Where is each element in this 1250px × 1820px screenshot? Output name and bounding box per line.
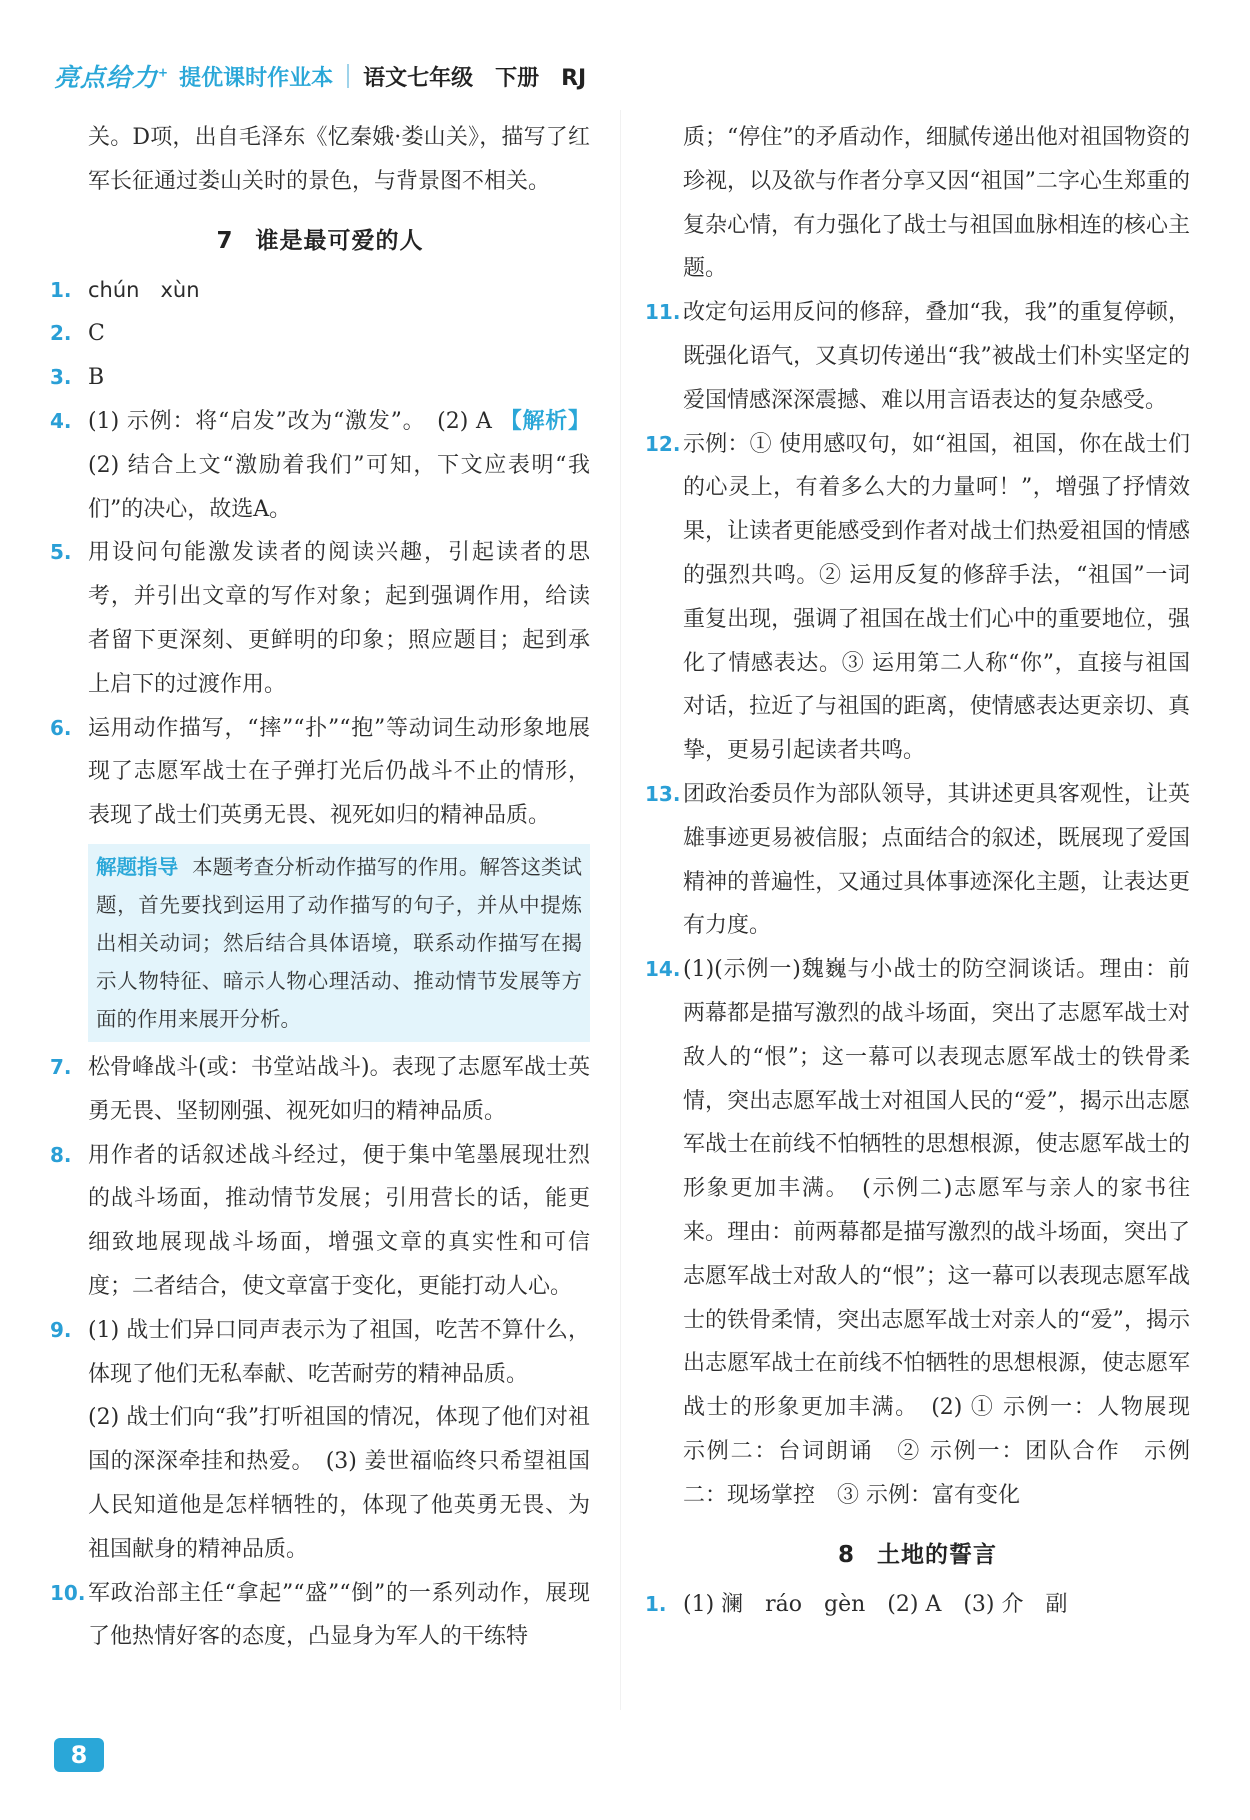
answer-item: 3. B xyxy=(50,365,105,391)
column-divider xyxy=(620,110,621,1710)
answer-item: 6. 运用动作描写，“摔”“扑”“抱”等动词生动形象地展现了志愿军战士在子弹打光后仍战斗不止的情形，表现了战士们英勇无畏、视死如归的精神品质。 xyxy=(50,715,590,829)
answer-item-continued: (2) 战士们向“我”打听祖国的情况，体现了他们对祖国的深深牵挂和热爱。 (3) 姜世福临终只希望祖国人民知道他是怎样牺牲的，体现了他英勇无畏、为祖国献身的精神品质。 xyxy=(88,1405,590,1562)
answer-item: 2. C xyxy=(50,321,105,347)
continued-answer: 质；“停住”的矛盾动作，细腻传递出他对祖国物资的珍视，以及欲与作者分享又因“祖国”二字心生郑重的复杂心情，有力强化了战士与祖国血脉相连的核心主题。 xyxy=(683,125,1190,282)
series-title: 提优课时作业本 xyxy=(179,65,334,91)
answer-item: 4. (1) 示例：将“启发”改为“激发”。 (2) A 【解析】(2) 结合上文“激励着我们”可知，下文应表明“我们”的决心，故选A。 xyxy=(50,408,590,522)
answer-item: 12. 示例：① 使用感叹句，如“祖国，祖国，你在战士们的心灵上，有着多么大的力量呵！”，增强了抒情效果，让读者更能感受到作者对战士们热爱祖国的情感的强烈共鸣。② 运用反复的修辞手法，“祖国”一词重复出现，强调了祖国在战士们心中的重要地位，强化了情感表达。③ 运用第二人称“你”，直接与祖国对话，拉近了与祖国的距离，使情感表达更亲切、真挚，更易引起读者共鸣。 xyxy=(645,431,1190,764)
analysis-box: 解题指导 本题考查分析动作描写的作用。解答这类试题，首先要找到运用了动作描写的句子，并从中提炼出相关动词；然后结合具体语境，联系动作描写在揭示人物特征、暗示人物心理活动、推动情节发展等方面的作用来展开分析。 xyxy=(88,844,590,1042)
answer-item: 9. (1) 战士们异口同声表示为了祖国，吃苦不算什么，体现了他们无私奉献、吃苦耐劳的精神品质。 xyxy=(50,1317,590,1387)
section-title: 8 土地的誓言 xyxy=(837,1541,997,1568)
analysis-label: 【解析】 xyxy=(499,408,590,434)
page-number: 8 xyxy=(54,1738,104,1772)
answer-item: 13. 团政治委员作为部队领导，其讲述更具客观性，让英雄事迹更易被信服；点面结合的叙述，既展现了爱国精神的普遍性，又通过具体事迹深化主题，让表达更有力度。 xyxy=(645,781,1190,939)
section-title: 7 谁是最可爱的人 xyxy=(216,227,424,254)
answer-item: 10. 军政治部主任“拿起”“盛”“倒”的一系列动作，展现了他热情好客的态度，凸显身为军人的干练特 xyxy=(50,1580,590,1650)
answer-item: 8. 用作者的话叙述战斗经过，便于集中笔墨展现壮烈的战斗场面，推动情节发展；引用营长的话，能更细致地展现战斗场面，增强文章的真实性和可信度；二者结合，使文章富于变化，更能打动人心。 xyxy=(50,1142,590,1299)
answer-item: 14. (1)(示例一)魏巍与小战士的防空洞谈话。理由：前两幕都是描写激烈的战斗场面，突出了志愿军战士对敌人的“恨”；这一幕可以表现志愿军战士的铁骨柔情，突出志愿军战士对祖国人民的“爱”，揭示出志愿军战士在前线不怕牺牲的思想根源，使志愿军战士的形象更加丰满。 (示例二)志愿军与亲人的家书往来。理由：前两幕都是描写激烈的战斗场面，突出了志愿军战士对敌人的“恨”；这一幕可以表现志愿军战士的铁骨柔情，突出志愿军战士对亲人的“爱”，揭示出志愿军战士在前线不怕牺牲的思想根源，使志愿军战士的形象更加丰满。 (2) ① 示例一：人物展现 示例二：台词朗诵 ② 示例一：团队合作 示例二：现场掌控 ③ 示例：富有变化 xyxy=(645,957,1213,1508)
header-divider xyxy=(347,64,349,88)
answer-item: 1. (1) 澜 ráo gèn (2) A (3) 介 副 xyxy=(645,1591,1068,1617)
answer-item: 7. 松骨峰战斗(或：书堂站战斗)。表现了志愿军战士英勇无畏、坚韧刚强、视死如归的精神品质。 xyxy=(50,1054,590,1124)
right-column xyxy=(645,116,1213,1626)
analysis-tag: 解题指导 xyxy=(96,854,179,879)
left-column xyxy=(50,116,590,1659)
continued-answer: 关。D项，出自毛泽东《忆秦娥·娄山关》，描写了红军长征通过娄山关时的景色，与背景图不相关。 xyxy=(88,125,590,194)
answer-item: 5. 用设问句能激发读者的阅读兴趣，引起读者的思考，并引出文章的写作对象；起到强调作用，给读者留下更深刻、更鲜明的印象；照应题目；起到承上启下的过渡作用。 xyxy=(50,540,590,697)
answer-item: 1. chún xùn xyxy=(50,277,200,302)
subject-title: 语文七年级 下册 RJ xyxy=(363,65,587,91)
brand-logo: 亮点给力+ xyxy=(54,63,170,92)
answer-item: 11. 改定句运用反问的修辞，叠加“我，我”的重复停顿，既强化语气，又真切传递出“我”被战士们朴实坚定的爱国情感深深震撼、难以用言语表达的复杂感受。 xyxy=(645,300,1190,413)
page-header xyxy=(54,56,586,96)
